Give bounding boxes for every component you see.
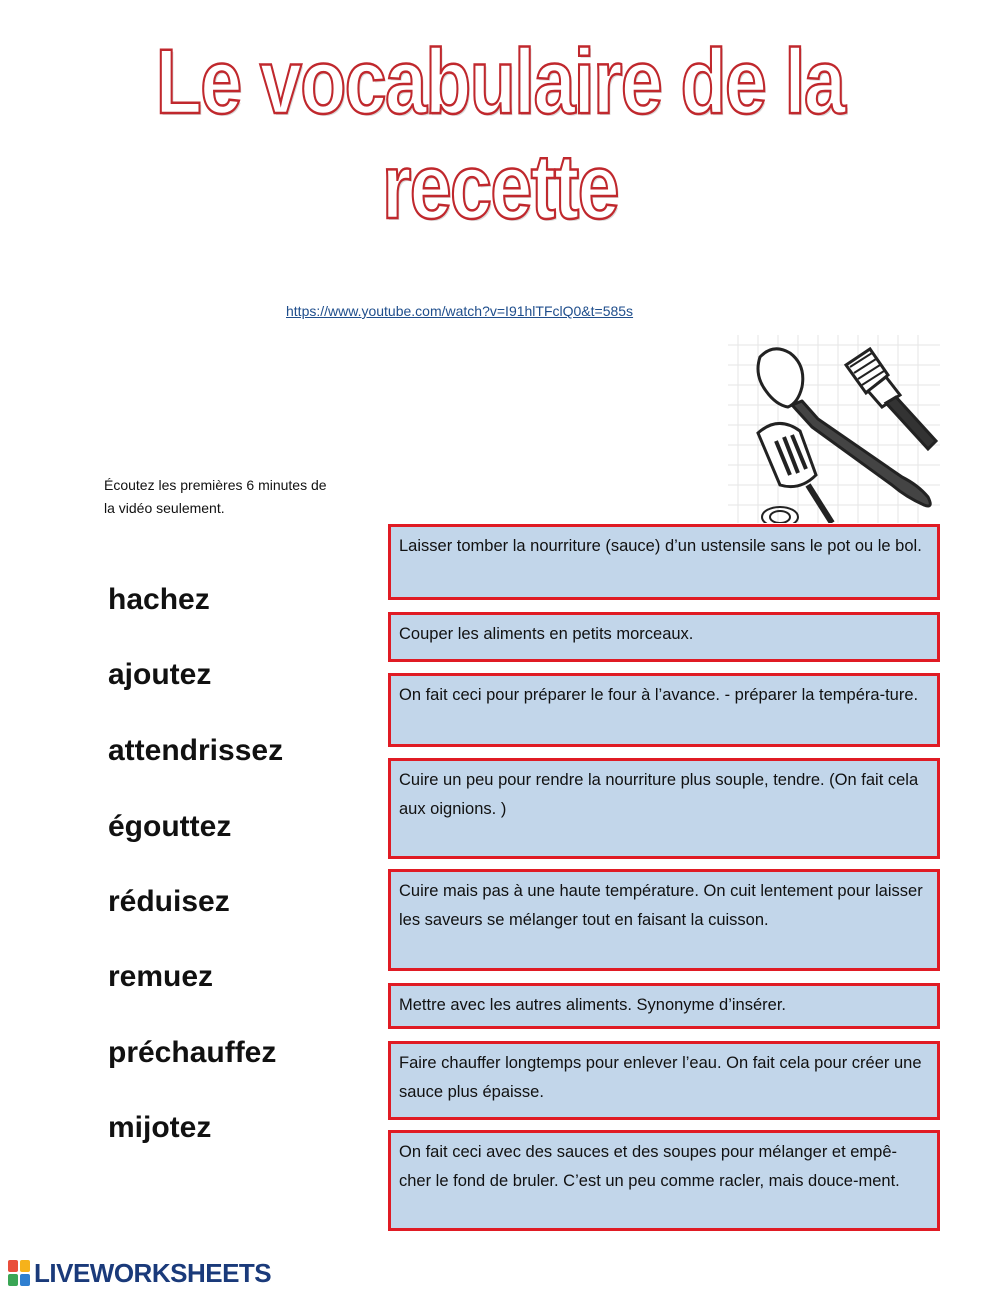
definition-box[interactable]: On fait ceci avec des sauces et des soupes pour mélanger et empê-cher le fond de bruler. C’est un peu comme racler, mais douce-ment. [388, 1130, 940, 1231]
word-item[interactable]: attendrissez [108, 734, 284, 767]
liveworksheets-logo-icon [8, 1260, 30, 1286]
youtube-link[interactable]: https://www.youtube.com/watch?v=I91hlTFclQ0&t=585s [286, 303, 634, 319]
word-item[interactable]: remuez [108, 960, 214, 993]
word-item[interactable]: mijotez [108, 1111, 212, 1144]
footer-logo [8, 1258, 271, 1288]
word-item[interactable]: égouttez [108, 810, 232, 843]
word-item[interactable]: ajoutez [108, 658, 212, 691]
word-item[interactable]: hachez [108, 583, 210, 616]
definition-box[interactable]: Cuire un peu pour rendre la nourriture plus souple, tendre. (On fait cela aux oignions. ) [388, 758, 940, 859]
definition-box[interactable]: On fait ceci pour préparer le four à l’avance. - préparer la tempéra-ture. [388, 673, 940, 747]
footer-brand: LIVEWORKSHEETS [34, 1257, 272, 1288]
kitchen-utensils-icon [728, 335, 940, 523]
definition-box[interactable]: Mettre avec les autres aliments. Synonyme d’insérer. [388, 983, 940, 1029]
definition-box[interactable]: Cuire mais pas à une haute température. On cuit lentement pour laisser les saveurs se mélanger tout en faisant la cuisson. [388, 869, 940, 971]
definition-box[interactable]: Couper les aliments en petits morceaux. [388, 612, 940, 662]
definition-box[interactable]: Faire chauffer longtemps pour enlever l’eau. On fait cela pour créer une sauce plus épaisse. [388, 1041, 940, 1120]
definition-box[interactable]: Laisser tomber la nourriture (sauce) d’un ustensile sans le pot ou le bol. [388, 524, 940, 600]
word-item[interactable]: préchauffez [108, 1036, 277, 1069]
instruction-text: Écoutez les premières 6 minutes de la vidéo seulement. [104, 477, 327, 516]
word-item[interactable]: réduisez [108, 885, 230, 918]
page-title: Le vocabulaire de la recette [155, 31, 845, 238]
